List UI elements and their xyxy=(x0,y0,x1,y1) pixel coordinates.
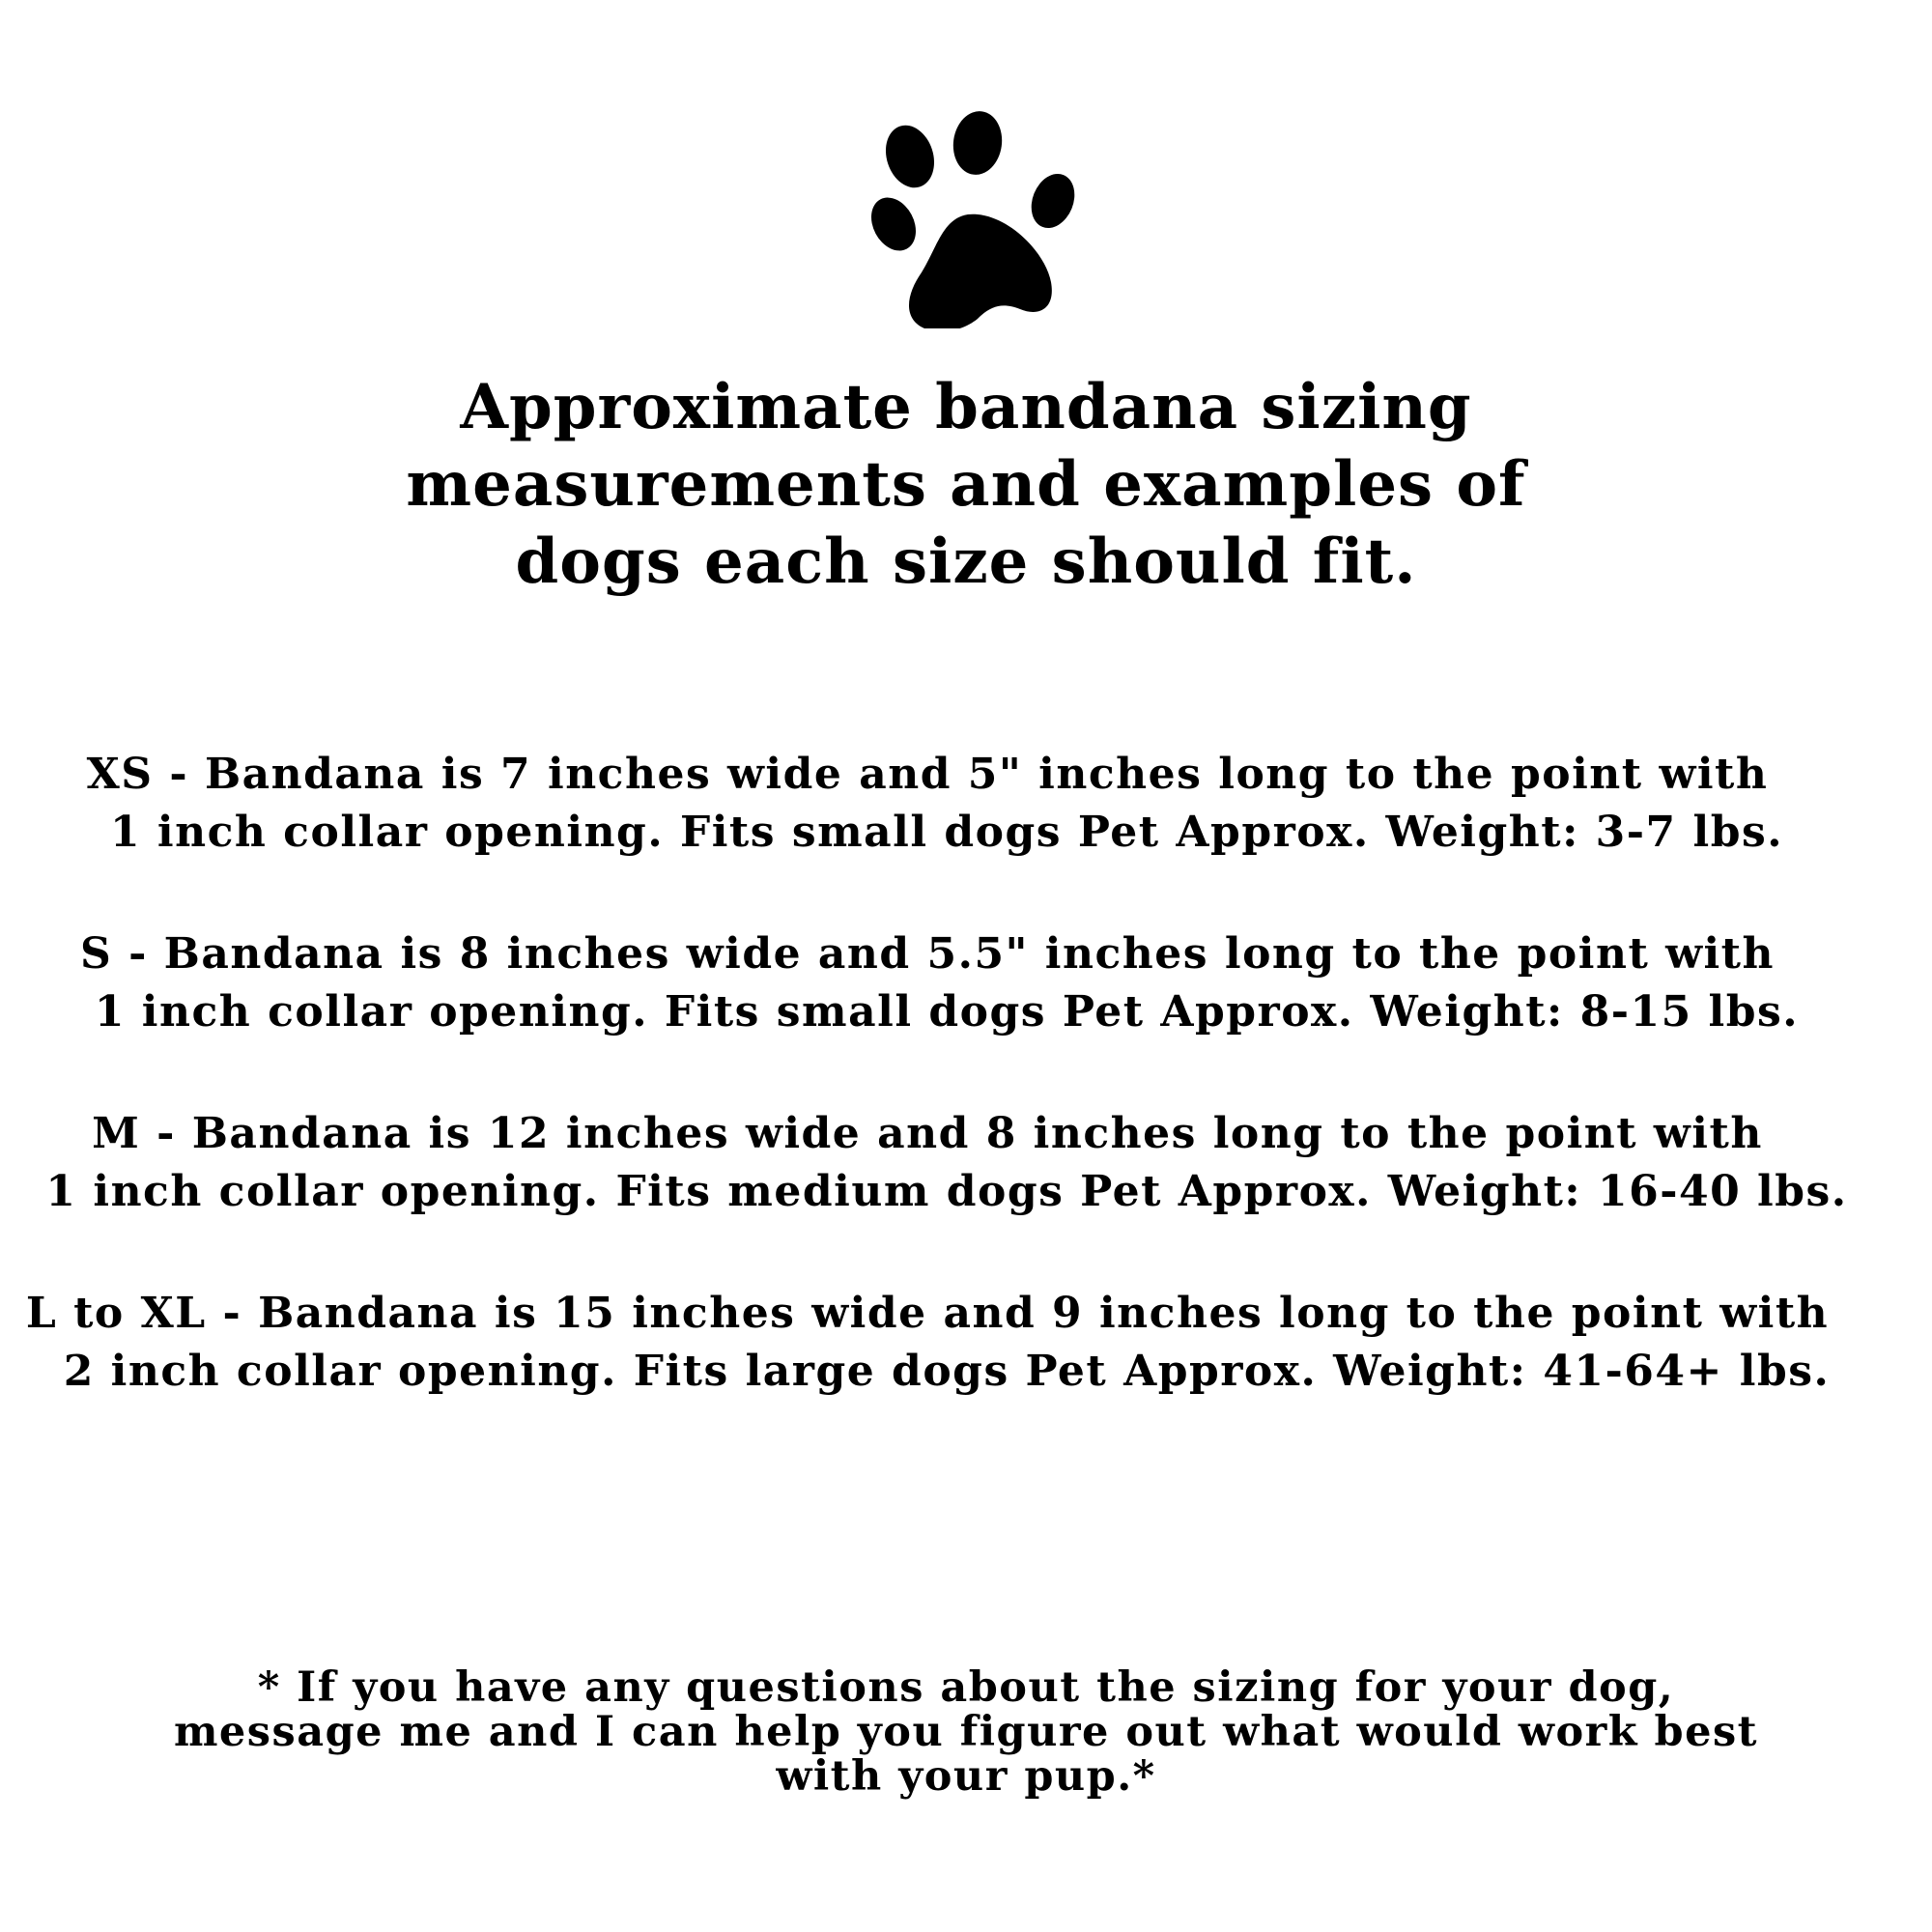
size-details: 1 inch collar opening. Fits medium dogs Pet Approx. Weight: 16-40 lbs. xyxy=(45,1167,1848,1216)
title-line: measurements and examples of xyxy=(406,448,1526,521)
size-description: S - Bandana is 8 inches wide and 5.5" inches long to the point with xyxy=(79,929,1775,979)
size-entry-s xyxy=(0,925,1932,1041)
size-description: L to XL - Bandana is 15 inches wide and 9 inches long to the point with xyxy=(25,1289,1830,1338)
size-entry-xs xyxy=(0,746,1932,862)
size-list xyxy=(0,746,1932,1464)
title-line: dogs each size should fit. xyxy=(515,526,1417,598)
footnote-line: message me and I can help you figure out what would work best xyxy=(173,1708,1759,1756)
paw-print-icon xyxy=(860,106,1082,328)
page-title xyxy=(0,369,1932,601)
size-details: 1 inch collar opening. Fits small dogs Pet Approx. Weight: 8-15 lbs. xyxy=(94,987,1800,1037)
size-details: 1 inch collar opening. Fits small dogs Pet Approx. Weight: 3-7 lbs. xyxy=(109,808,1784,857)
footnote-line: with your pup.* xyxy=(776,1752,1156,1801)
size-description: XS - Bandana is 7 inches wide and 5" inches long to the point with xyxy=(86,750,1769,799)
title-line: Approximate bandana sizing xyxy=(460,371,1472,443)
size-details: 2 inch collar opening. Fits large dogs Pet Approx. Weight: 41-64+ lbs. xyxy=(63,1347,1831,1396)
size-entry-m xyxy=(0,1105,1932,1221)
size-description: M - Bandana is 12 inches wide and 8 inches long to the point with xyxy=(92,1109,1763,1158)
size-entry-l-xl xyxy=(0,1285,1932,1401)
footnote-line: * If you have any questions about the sizing for your dog, xyxy=(257,1663,1675,1712)
footnote xyxy=(0,1665,1932,1799)
